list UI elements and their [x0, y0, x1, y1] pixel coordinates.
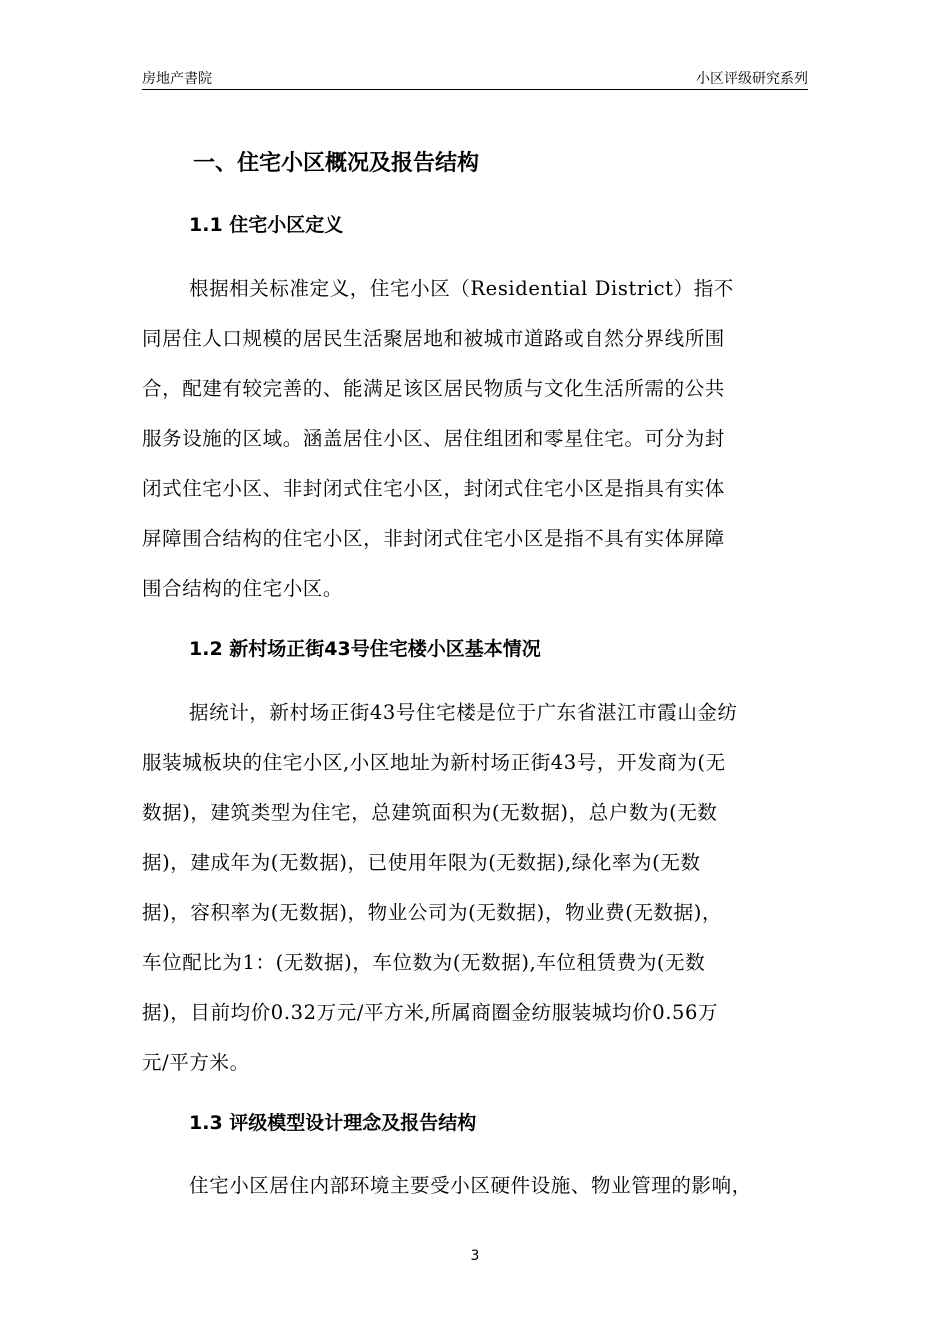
paragraph-line: 车位配比为1：(无数据)，车位数为(无数据),车位租赁费为(无数 — [142, 951, 706, 974]
page-header — [142, 66, 808, 90]
paragraph-line: 元/平方米。 — [142, 1051, 250, 1074]
paragraph-line: 合，配建有较完善的、能满足该区居民物质与文化生活所需的公共 — [142, 377, 725, 400]
paragraph-line: 围合结构的住宅小区。 — [142, 577, 344, 600]
header-divider — [142, 89, 808, 90]
paragraph-line: 据统计，新村场正街43号住宅楼是位于广东省湛江市霞山金纺 — [189, 701, 738, 724]
header-series-title: 小区评级研究系列 — [696, 71, 808, 87]
section-1-2-paragraph — [142, 688, 808, 1088]
section-heading-1-1: 1.1 住宅小区定义 — [189, 214, 344, 236]
section-heading-1-2: 1.2 新村场正街43号住宅楼小区基本情况 — [189, 638, 541, 660]
section-heading-1-3: 1.3 评级模型设计理念及报告结构 — [189, 1112, 477, 1134]
paragraph-line: 闭式住宅小区、非封闭式住宅小区，封闭式住宅小区是指具有实体 — [142, 477, 725, 500]
paragraph-line: 服务设施的区域。涵盖居住小区、居住组团和零星住宅。可分为封 — [142, 427, 725, 450]
paragraph-line: 据)，目前均价0.32万元/平方米,所属商圈金纺服装城均价0.56万 — [142, 1001, 719, 1024]
page-number: 3 — [470, 1248, 480, 1264]
paragraph-line: 屏障围合结构的住宅小区，非封闭式住宅小区是指不具有实体屏障 — [142, 527, 725, 550]
paragraph-line: 同居住人口规模的居民生活聚居地和被城市道路或自然分界线所围 — [142, 327, 725, 350]
paragraph-line: 服装城板块的住宅小区,小区地址为新村场正街43号，开发商为(无 — [142, 751, 726, 774]
paragraph-line: 据)，容积率为(无数据)，物业公司为(无数据)，物业费(无数据)， — [142, 901, 723, 924]
paragraph-line: 根据相关标准定义，住宅小区（Residential District）指不 — [189, 277, 734, 300]
paragraph-line: 数据)，建筑类型为住宅，总建筑面积为(无数据)，总户数为(无数 — [142, 801, 718, 824]
section-1-1-paragraph — [142, 264, 808, 614]
paragraph-line: 据)，建成年为(无数据)，已使用年限为(无数据),绿化率为(无数 — [142, 851, 701, 874]
chapter-title: 一、住宅小区概况及报告结构 — [193, 151, 480, 176]
header-publisher: 房地产書院 — [142, 71, 212, 87]
paragraph-line: 住宅小区居住内部环境主要受小区硬件设施、物业管理的影响， — [189, 1174, 752, 1197]
section-1-3-paragraph — [142, 1161, 808, 1211]
